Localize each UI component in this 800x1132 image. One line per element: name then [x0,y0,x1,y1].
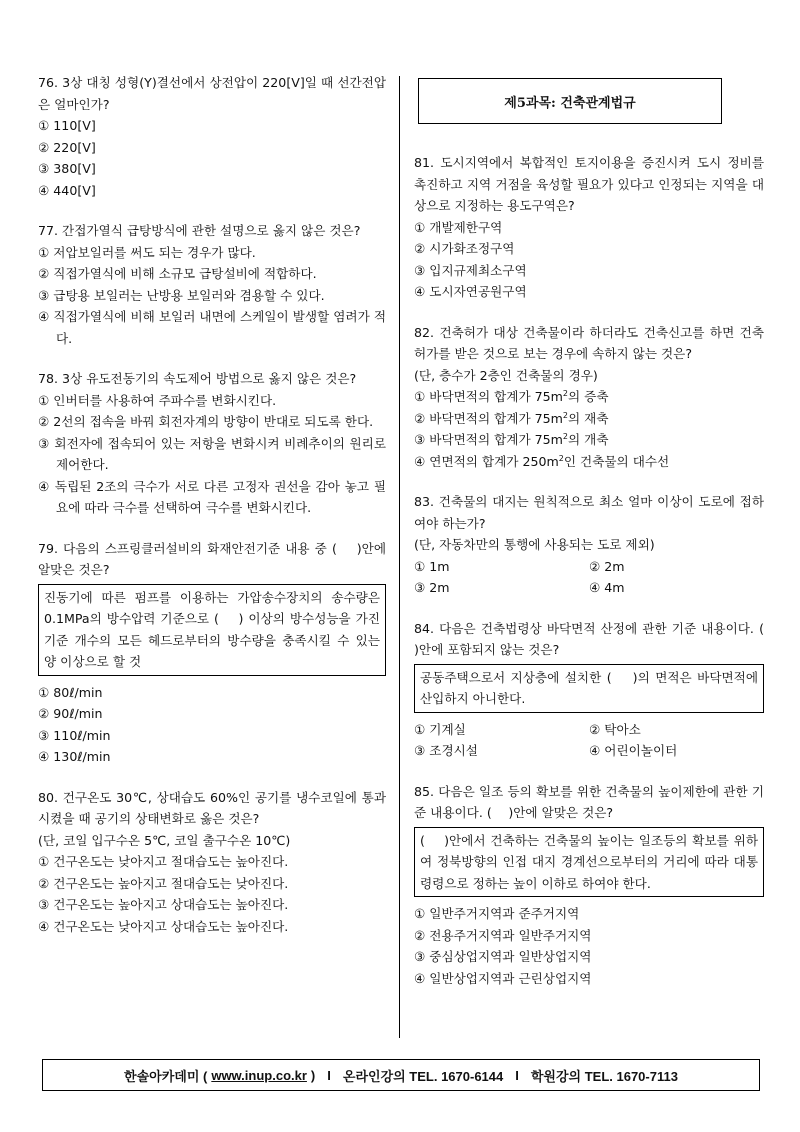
question-stem: 80. 건구온도 30℃, 상대습도 60%인 공기를 냉수코일에 통과시켰을 때 공기의 상태변화로 옳은 것은? [38,789,386,826]
option: ① 110[V] [38,118,96,133]
question-box: 진동기에 따른 펌프를 이용하는 가압송수장치의 송수량은 0.1MPa의 방수압력 기준으로 ( ) 이상의 방수성능을 가진 기준 개수의 모든 헤드로부터의 방수량을 충족시킬 수 있는 양 이상으로 할 것 [38,584,386,676]
option: ② 220[V] [38,139,96,155]
question-stem: 85. 다음은 일조 등의 확보를 위한 건축물의 높이제한에 관한 기준 내용이다. ( )안에 알맞은 것은? [414,783,764,820]
option: ② 바닥면적의 합계가 $75m^2$의 재축 [414,410,609,426]
option: ② 시가화조정구역 [414,241,515,256]
question-stem: 78. 3상 유도전동기의 속도제어 방법으로 옳지 않은 것은? [38,371,357,386]
option: ② 2m [589,558,625,574]
question-box: 공동주택으로서 지상층에 설치한 ( )의 면적은 바닥면적에 산입하지 아니한다. [414,664,764,713]
question-85 [414,781,764,990]
option-grid [414,556,764,599]
footer-banner [42,1059,760,1091]
option: ③ 110ℓ/min [38,727,111,743]
option: ① 바닥면적의 합계가 $75m^2$의 증축 [414,388,609,404]
option: ② 전용주거지역과 일반주거지역 [414,927,592,943]
option: ② 90ℓ/min [38,706,103,721]
option: ③ 입지규제최소구역 [414,262,527,278]
question-stem: 84. 다음은 건축법령상 바닥면적 산정에 관한 기준 내용이다. ( )안에 포함되지 않는 것은? [414,620,781,657]
option: ③ 380[V] [38,161,96,176]
column-divider [399,76,400,1038]
option: ③ 조경시설 [414,743,478,758]
question-79 [38,538,386,768]
left-column [38,72,386,956]
option: ④ 440[V] [38,182,96,198]
question-83 [414,491,764,599]
option: ③ 바닥면적의 합계가 $75m^2$의 개축 [414,431,609,447]
question-note: (단, 코일 입구수온 5℃, 코일 출구수온 10℃) [38,832,291,848]
option: ① 저압보일러를 써도 되는 경우가 많다. [38,244,256,260]
separator: I [515,1067,519,1083]
question-stem: 79. 다음의 스프링클러설비의 화재안전기준 내용 중 ( )안에 알맞은 것은? [38,540,386,577]
question-stem: 76. 3상 대칭 성형(Y)결선에서 상전압이 220[V]일 때 선간전압은 얼마인가? [38,75,386,112]
offline-phone: 학원강의 TEL. 1670-7113 [530,1068,678,1084]
question-stem: 83. 건축물의 대지는 원칙적으로 최소 얼마 이상이 도로에 접하여야 하는가? [414,494,764,531]
website-link[interactable]: www.inup.co.kr [211,1067,307,1083]
academy-name: 한솔아카데미 ( [124,1068,208,1084]
option-grid [414,719,764,762]
option: ④ 연면적의 합계가 $250m^2$인 건축물의 대수선 [414,453,670,469]
option: ① 1m [414,558,450,574]
option: ③ 회전자에 접속되어 있는 저항을 변화시켜 비례추이의 원리로 제어한다. [38,435,386,472]
online-phone: 온라인강의 TEL. 1670-6144 [342,1068,504,1084]
option: ① 80ℓ/min [38,684,103,700]
question-82 [414,322,764,473]
option: ① 건구온도는 낮아지고 절대습도는 높아진다. [38,854,289,869]
option: ③ 중심상업지역과 일반상업지역 [414,949,592,964]
option: ② 탁아소 [589,721,641,737]
option: ① 일반주거지역과 준주거지역 [414,906,580,921]
question-note: (단, 층수가 2층인 건축물의 경우) [414,367,598,383]
option: ② 건구온도는 높아지고 절대습도는 낮아진다. [38,875,289,891]
subject-title: 제5과목: 건축관계법규 [418,78,722,124]
question-stem: 77. 간접가열식 급탕방식에 관한 설명으로 옳지 않은 것은? [38,223,361,238]
separator: I [327,1067,331,1083]
paren-close: ) [310,1067,316,1083]
question-box: ( )안에서 건축하는 건축물의 높이는 일조등의 확보를 위하여 정북방향의 인접 대지 경계선으로부터의 거리에 따라 대통령령으로 정하는 높이 이하로 하여야 한다. [414,827,764,898]
option: ③ 급탕용 보일러는 난방용 보일러와 겸용할 수 있다. [38,287,325,303]
question-77 [38,220,386,349]
option: ④ 130ℓ/min [38,749,111,764]
question-78 [38,368,386,519]
question-80 [38,787,386,938]
right-column [414,152,781,1008]
option: ② 직접가열식에 비해 소규모 급탕설비에 적합하다. [38,266,317,281]
question-stem: 81. 도시지역에서 복합적인 토지이용을 증진시켜 도시 정비를 촉진하고 지역 거점을 육성할 필요가 있다고 인정되는 지역을 대상으로 지정하는 용도구역은? [414,155,764,213]
option: ① 기계실 [414,721,466,737]
option: ④ 어린이놀이터 [589,743,678,758]
option: ② 2선의 접속을 바꿔 회전자계의 방향이 반대로 되도록 한다. [38,414,374,429]
question-note: (단, 자동차만의 통행에 사용되는 도로 제외) [414,537,655,552]
option: ④ 건구온도는 낮아지고 상대습도는 높아진다. [38,918,289,934]
option: ④ 4m [589,580,625,595]
question-84 [414,618,781,762]
option: ④ 독립된 2조의 극수가 서로 다른 고정자 권선을 감아 놓고 필요에 따라 극수를 선택하여 극수를 변화시킨다. [38,478,386,515]
question-76 [38,72,386,201]
option: ① 개발제한구역 [414,219,503,235]
option: ④ 직접가열식에 비해 보일러 내면에 스케일이 발생할 염려가 적다. [38,309,386,346]
option: ④ 일반상업지역과 근린상업지역 [414,970,592,986]
option: ③ 2m [414,580,450,595]
option: ① 인버터를 사용하여 주파수를 변화시킨다. [38,392,277,408]
option: ④ 도시자연공원구역 [414,284,527,299]
question-81 [414,152,764,303]
question-stem: 82. 건축허가 대상 건축물이라 하더라도 건축신고를 하면 건축허가를 받은 것으로 보는 경우에 속하지 않는 것은? [414,324,764,361]
option: ③ 건구온도는 높아지고 상대습도는 높아진다. [38,897,289,912]
